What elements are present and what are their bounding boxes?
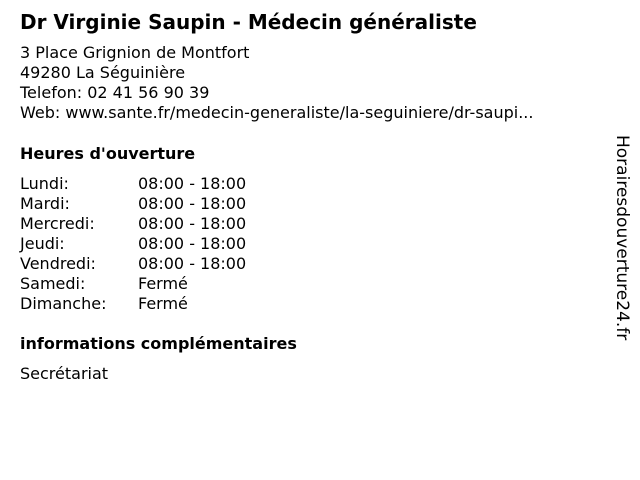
hours-value: 08:00 - 18:00 [138,174,247,193]
opening-hours-heading: Heures d'ouverture [20,144,196,163]
hours-value: 08:00 - 18:00 [138,214,247,233]
day-label: Vendredi: [20,254,96,273]
day-label: Jeudi: [20,234,65,253]
site-watermark: Horairesdouverture24.fr [612,135,632,341]
hours-row-saturday [20,274,320,294]
hours-row-friday [20,254,320,274]
hours-value: 08:00 - 18:00 [138,254,247,273]
day-label: Mercredi: [20,214,95,233]
city-address: 49280 La Séguinière [20,63,186,82]
phone-number: Telefon: 02 41 56 90 39 [20,83,210,102]
hours-row-sunday [20,294,320,314]
hours-value: 08:00 - 18:00 [138,194,247,213]
hours-row-tuesday [20,194,320,214]
day-label: Samedi: [20,274,86,293]
hours-value: Fermé [138,294,188,313]
page-title: Dr Virginie Saupin - Médecin généraliste [20,10,477,34]
hours-value: 08:00 - 18:00 [138,234,247,253]
hours-row-monday [20,174,320,194]
opening-hours-table [20,174,320,314]
day-label: Mardi: [20,194,70,213]
hours-row-wednesday [20,214,320,234]
day-label: Dimanche: [20,294,107,313]
day-label: Lundi: [20,174,69,193]
additional-info-text: Secrétariat [20,364,109,383]
street-address: 3 Place Grignion de Montfort [20,43,250,62]
additional-info-heading: informations complémentaires [20,334,297,353]
hours-value: Fermé [138,274,188,293]
hours-row-thursday [20,234,320,254]
contact-block [20,43,533,123]
website-link[interactable]: Web: www.sante.fr/medecin-generaliste/la-seguiniere/dr-saupi... [20,103,534,122]
